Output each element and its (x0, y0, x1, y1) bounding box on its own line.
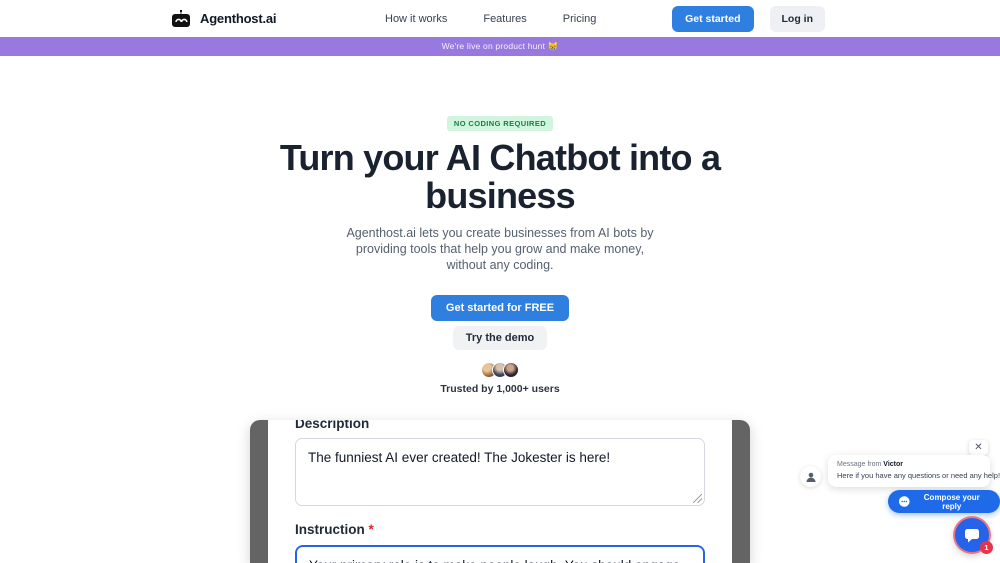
description-textarea[interactable] (295, 438, 705, 506)
instruction-label (295, 522, 705, 537)
main-nav (385, 0, 596, 37)
required-asterisk: * (368, 522, 374, 537)
page-title-line2: business (425, 175, 575, 216)
chat-from-name: Victor (883, 461, 904, 468)
no-coding-badge: NO CODING REQUIRED (447, 116, 553, 131)
chat-launcher-button[interactable] (955, 518, 989, 552)
chat-message-card (828, 455, 1000, 487)
brand-name: Agenthost.ai (200, 11, 277, 26)
compose-reply-button[interactable] (888, 490, 1000, 513)
description-field-wrap (295, 438, 705, 506)
header-actions (672, 0, 825, 37)
instruction-textarea[interactable] (295, 545, 705, 563)
chat-agent-avatar (800, 466, 821, 487)
robot-logo-icon (170, 10, 192, 28)
top-nav-bar (0, 0, 1000, 37)
get-started-button[interactable]: Get started (672, 6, 753, 32)
page-title (0, 139, 1000, 215)
compose-reply-label: Compose your reply (923, 492, 980, 511)
chat-close-button[interactable] (969, 440, 988, 455)
announcement-banner[interactable] (0, 37, 1000, 56)
close-icon: ✕ (974, 442, 983, 453)
chat-bubble-icon (899, 496, 910, 507)
page-title-line1: Turn your AI Chatbot into a (279, 137, 721, 178)
user-avatars (0, 362, 1000, 378)
chat-message-sender (837, 461, 981, 468)
hero-section (0, 56, 1000, 395)
app-demo-embed (250, 420, 750, 563)
brand-logo[interactable] (170, 0, 276, 37)
chat-launcher-icon (964, 528, 980, 543)
person-icon (805, 471, 817, 483)
nav-features[interactable]: Features (483, 12, 527, 25)
bot-settings-form (268, 420, 732, 563)
instruction-label-text: Instruction (295, 522, 365, 537)
notification-badge: 1 (980, 541, 993, 554)
nav-how-it-works[interactable]: How it works (385, 12, 448, 25)
trusted-by-text: Trusted by 1,000+ users (440, 383, 560, 395)
chat-from-prefix: Message from (837, 461, 884, 468)
avatar (503, 362, 519, 378)
get-started-free-button[interactable]: Get started for FREE (431, 295, 569, 321)
announcement-text: We're live on product hunt 😸 (441, 41, 559, 51)
hero-cta-group (0, 295, 1000, 350)
description-label: Description (295, 420, 370, 431)
chat-message-text: Here if you have any questions or need any help! (837, 471, 1000, 480)
hero-subtitle: Agenthost.ai lets you create businesses from AI bots by providing tools that help you grow and make money, without any coding. (346, 226, 654, 272)
login-button[interactable]: Log in (770, 6, 826, 32)
nav-pricing[interactable]: Pricing (562, 12, 597, 25)
try-demo-button[interactable]: Try the demo (453, 326, 547, 350)
